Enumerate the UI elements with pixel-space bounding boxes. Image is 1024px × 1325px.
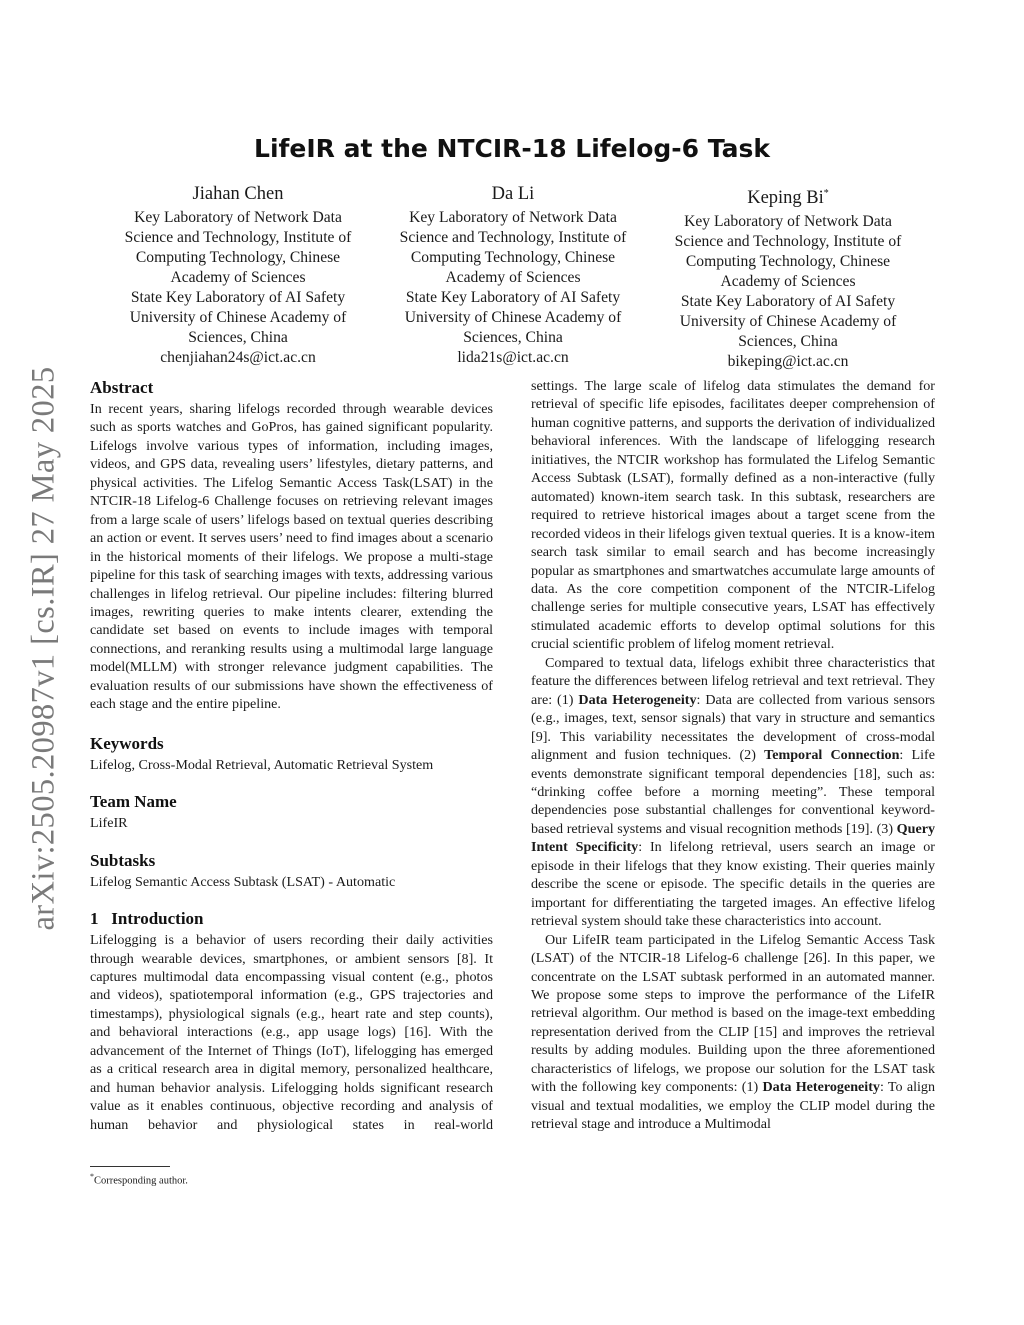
affiliation-line: Science and Technology, Institute of (124, 229, 352, 246)
affiliation-line: Academy of Sciences (720, 273, 856, 291)
affiliation-line: University of Chinese Academy of (404, 309, 622, 326)
team-name-heading: Team Name (90, 792, 177, 812)
author-email[interactable]: lida21s@ict.ac.cn (457, 349, 569, 366)
affiliation-line: Key Laboratory of Network Data (409, 209, 617, 226)
footnote-text: Corresponding author. (94, 1175, 188, 1187)
team-name-text: LifeIR (90, 815, 128, 832)
affiliation-line: Academy of Sciences (445, 269, 581, 286)
affiliation-line: State Key Laboratory of AI Safety (680, 293, 896, 311)
author-name: Da Li (491, 184, 535, 204)
author-email[interactable]: chenjiahan24s@ict.ac.cn (160, 349, 316, 366)
abstract-text: In recent years, sharing lifelogs recorded through wearable devices such as sports watches and GoPros, has gained significant popularity. Lifelogs involve various types of information, including images, videos, and GPS data, revealing users’ lifestyles, dietary patterns, and physical activities. The Lifelog Semantic Access Task(LSAT) in the NTCIR-18 Lifelog-6 Challenge focuses on retrieving relevant images from a large scale of users’ lifelogs based on textual queries describing an action or event. It serves users’ need to find images about a scenario in the historical moments of their lifelogs. We propose a multi-stage pipeline for this task of searching images with texts, addressing various challenges in lifelog retrieval. Our pipeline includes: filtering blurred images, rewriting queries to make intents clearer, extending the candidate set based on events to include images with temporal connections, and reranking results using a multimodal large language model(MLLM) with stronger relevance judgment capabilities. The evaluation results of our submissions have shown the effectiveness of each stage and the entire pipeline. (90, 401, 493, 713)
affiliation-line: University of Chinese Academy of (679, 313, 897, 331)
affiliation-line: Computing Technology, Chinese (685, 253, 891, 271)
affiliation-line: State Key Laboratory of AI Safety (405, 289, 621, 306)
affiliation-line: Sciences, China (188, 329, 288, 346)
subtasks-heading: Subtasks (90, 850, 156, 870)
author-name: Keping Bi* (747, 188, 829, 209)
affiliation-line: Academy of Sciences (170, 269, 306, 286)
paper-title: LifeIR at the NTCIR-18 Lifelog-6 Task (254, 134, 770, 163)
characteristics-paragraph: Compared to textual data, lifelogs exhibit three characteristics that feature the differences between lifelog retrieval and text retrieval. They are: (1) Data Heterogeneity: Data are collected from various sensors (e.g., images, text, sensor signals) that vary in structure and semantics [9]. This variability necessitates the development of cross-modal alignment and fusion techniques. (2) Temporal Connection: Life events demonstrate significant temporal dependencies [18], such as: “drinking coffee before a morning meeting”. These temporal dependencies pose substantial challenges for conventional keyword-based retrieval systems and visual recognition methods [19]. (3) Query Intent Specificity: In lifelong retrieval, users search an image or episode in their lifelogs that they know existing. Their queries mainly describe the scene or episode. The specific details in the queries are important for differentiating the targeted images. An effective lifelog retrieval system should take these characteristics into account. (531, 654, 936, 930)
corresponding-mark: * (823, 188, 829, 199)
right-column (531, 377, 935, 1134)
term-data-heterogeneity: Data Heterogeneity (578, 691, 697, 708)
author-email[interactable]: bikeping@ict.ac.cn (727, 353, 849, 371)
subtasks-text: Lifelog Semantic Access Subtask (LSAT) - Automatic (90, 873, 396, 890)
affiliation-line: Science and Technology, Institute of (674, 233, 902, 251)
introduction-paragraph: Lifelogging is a behavior of users recording their daily activities through wearable devices, smartphones, or ambient sensors [8]. It captures multimodal data encompassing visual content (e.g., photos and videos), spatiotemporal information (e.g., GPS trajectories and timestamps), physiological signals (e.g., heart rate and step counts), and behavioral interactions (e.g., app usage logs) [16]. With the advancement of the Internet of Things (IoT), lifelogging has emerged as a critical research area in digital memory, personalized healthcare, and human behavior analysis. Lifelogging holds significant research value as it enables continuous, objective recording and analysis of human behavior and physiological states in real-world (90, 932, 493, 1133)
affiliation-line: State Key Laboratory of AI Safety (130, 289, 346, 306)
keywords-text: Lifelog, Cross-Modal Retrieval, Automatic Retrieval System (90, 756, 434, 773)
keywords-heading: Keywords (90, 733, 164, 753)
left-column (90, 376, 493, 1134)
introduction-heading: 1 Introduction (90, 909, 204, 929)
affiliation-line: Computing Technology, Chinese (410, 249, 616, 266)
affiliation-line: Sciences, China (463, 329, 563, 346)
team-paragraph: Our LifeIR team participated in the Lifelog Semantic Access Task (LSAT) of the NTCIR-18 Lifelog-6 challenge [26]. In this paper, we concentrate on the LSAT subtask performed in an automated manner. We propose some steps to improve the performance of the LifeIR retrieval algorithm. Our method is based on the image-text embedding representation derived from the CLIP [15] and improves the retrieval results by adding modules. Building upon the three aforementioned characteristics of lifelogs, we propose our solution for the LSAT task with the following key components: (1) Data Heterogeneity: To align visual and textual modalities, we employ the CLIP model during the retrieval stage and introduce a Multimodal (531, 931, 936, 1133)
author-name: Jiahan Chen (192, 184, 284, 204)
author-block (378, 181, 648, 368)
introduction-paragraph-continued: settings. The large scale of lifelog data stimulates the demand for retrieval of specific life episodes, facilitates deeper comprehension of human cognitive patterns, and supports the derivation of individualized behavioral inferences. With the landscape of lifelogging research initiatives, the NTCIR workshop has formulated the Lifelog Semantic Access Subtask (LSAT), formally defined as a non-interactive (fully automated) known-item search task. In this subtask, researchers are required to retrieve historical images about a target scene from the recorded videos in their lifelogs given textual queries. It is a know-item search task similar to email search and has become increasingly popular as smartphones and smartwatches accumulate large amounts of data. As the core competition component of the NTCIR-Lifelog challenge series for multiple consecutive years, LSAT has effectively stimulated academic efforts to develop optimal solutions for this crucial scientific problem of lifelog moment retrieval. (531, 378, 935, 653)
footnote-rule (90, 1166, 170, 1167)
author-block (103, 181, 373, 368)
arxiv-identifier: arXiv:2505.20987v1 [cs.IR] 27 May 2025 (25, 365, 62, 931)
footnote (90, 1172, 188, 1187)
abstract-heading: Abstract (90, 378, 154, 397)
affiliation-line: Sciences, China (738, 333, 838, 351)
term-data-heterogeneity: Data Heterogeneity (762, 1079, 880, 1096)
affiliation-line: Key Laboratory of Network Data (684, 213, 892, 231)
term-query-intent-specificity: Query Intent Specificity (531, 820, 935, 856)
footnote-mark: * (90, 1172, 94, 1181)
affiliation-line: Computing Technology, Chinese (135, 249, 341, 266)
affiliation-line: Key Laboratory of Network Data (134, 209, 342, 226)
author-block (653, 181, 923, 372)
term-temporal-connection: Temporal Connection (764, 747, 900, 764)
affiliation-line: Science and Technology, Institute of (399, 229, 627, 246)
affiliation-line: University of Chinese Academy of (129, 309, 347, 326)
